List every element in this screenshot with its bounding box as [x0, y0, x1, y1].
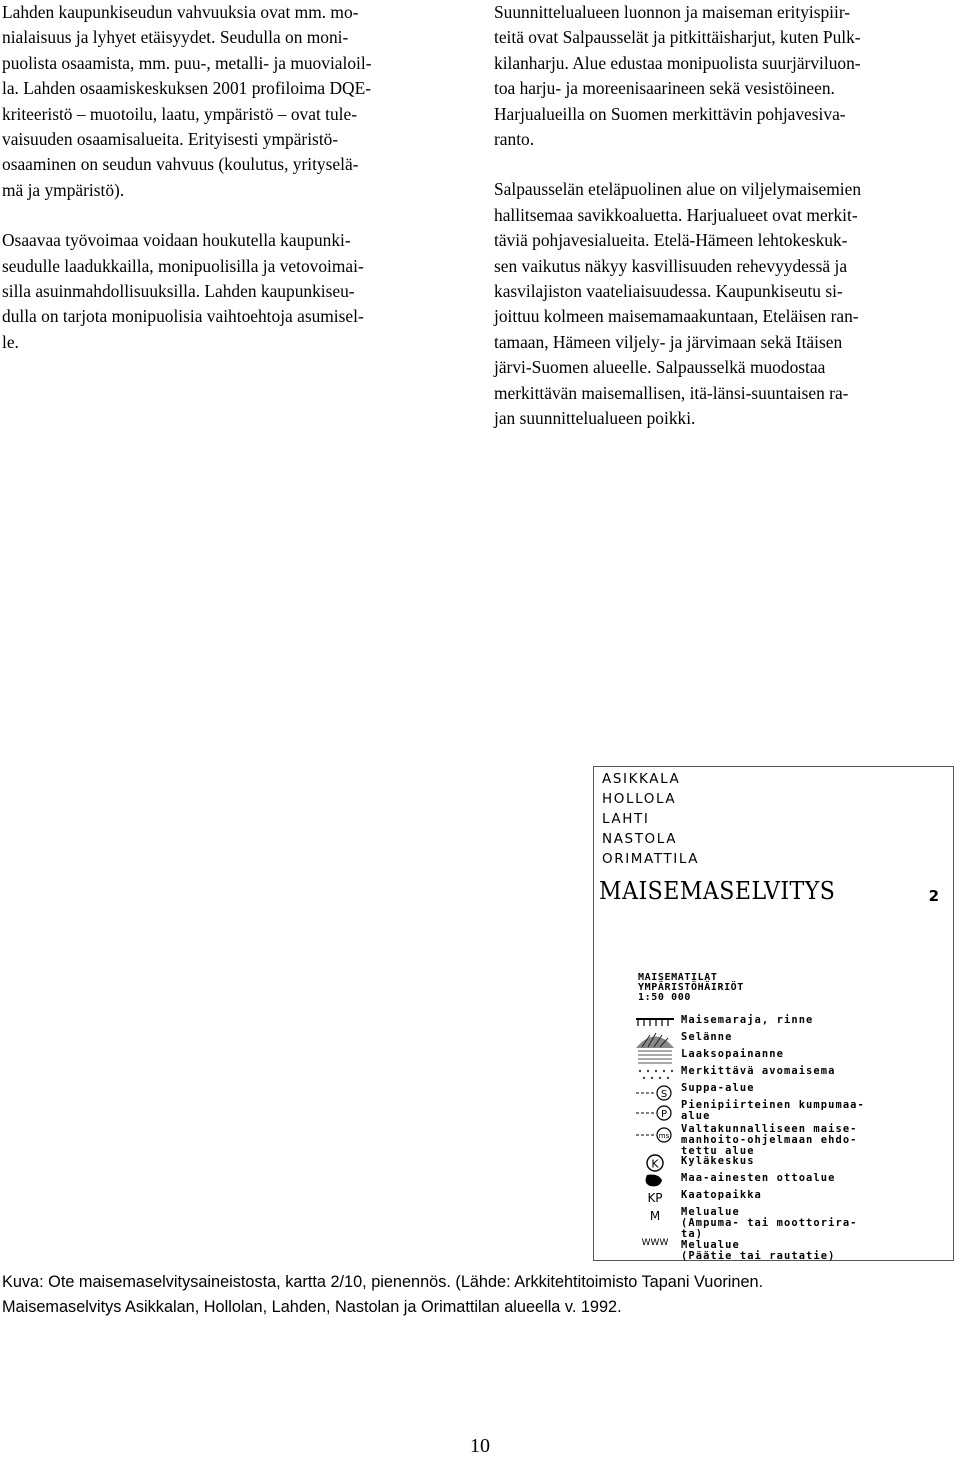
text-line: kriteeristö – muotoilu, laatu, ympäristö – ovat tule- [2, 103, 357, 124]
noise-road-icon [634, 1231, 676, 1251]
municipality-label: LAHTI [602, 811, 650, 827]
text-line: puolista osaamista, mm. puu-, metalli- ja muovialoil- [2, 52, 372, 73]
valley-hatch-icon [634, 1047, 676, 1067]
legend-label: Suppa-alue [681, 1082, 755, 1094]
text-line: järvi-Suomen alueelle. Salpausselkä muodostaa [494, 357, 826, 378]
map-number: 2 [928, 887, 939, 905]
svg-text:KP: KP [647, 1191, 663, 1205]
svg-text:P: P [660, 1109, 668, 1120]
left-text-column [2, 0, 472, 355]
hummocky-p-icon [634, 1103, 676, 1123]
legend-label: Kaatopaikka [681, 1189, 762, 1201]
svg-text:WWW: WWW [641, 1238, 669, 1248]
text-line: tamaan, Hämeen viljely- ja järvimaan sekä Itäisen [494, 331, 843, 352]
legend-label: Selänne [681, 1031, 733, 1043]
text-line: sen vaikutus näkyy kasvillisuuden rehevyydessä ja [494, 255, 848, 276]
municipality-label: ASIKKALA [602, 771, 681, 787]
text-line: Harjualueilla on Suomen merkittävin pohjavesiva- [494, 103, 846, 124]
left-paragraph-1 [2, 0, 472, 203]
legend-label: Laaksopainanne [681, 1048, 784, 1060]
text-line: jan suunnittelualueen poikki. [494, 408, 696, 429]
right-text-column [494, 0, 960, 432]
page-number: 10 [470, 1435, 490, 1457]
svg-text:K: K [651, 1157, 659, 1171]
text-line: toa harju- ja moreenisaarineen sekä vesistöineen. [494, 78, 835, 99]
text-line: dulla on tarjota monipuolisia vaihtoehtoja asumisel- [2, 306, 364, 327]
legend-label: Maa-ainesten ottoalue [681, 1172, 836, 1184]
svg-text:S: S [660, 1089, 668, 1100]
kettle-s-icon [634, 1083, 676, 1103]
svg-text:ms: ms [658, 1132, 670, 1140]
text-line: täviä pohjavesialueita. Etelä-Hämeen lehtokeskuk- [494, 230, 848, 251]
municipality-label: ORIMATTILA [602, 851, 700, 867]
text-line: seudulle laadukkailla, monipuolisilla ja vetovoimai- [2, 255, 364, 276]
left-paragraph-2 [2, 228, 472, 355]
legend-label: Merkittävä avomaisema [681, 1065, 836, 1077]
text-line: teitä ovat Salpausselät ja pitkittäisharjut, kuten Pulk- [494, 27, 861, 48]
legend-header: 1:50 000 [638, 992, 691, 1003]
text-line: kilanharju. Alue edustaa monipuolista suurjärviluon- [494, 52, 861, 73]
national-landscape-ms-icon [634, 1125, 676, 1145]
text-line: vaisuuden osaamisalueita. Erityisesti ympäristö- [2, 129, 339, 150]
text-line: la. Lahden osaamiskeskuksen 2001 profiloima DQE- [2, 78, 371, 99]
legend-label: Kyläkeskus [681, 1155, 755, 1167]
caption-line: Kuva: Ote maisemaselvitysaineistosta, kartta 2/10, pienennös. (Lähde: Arkkitehtitoimisto Tapani Vuorinen. [2, 1273, 764, 1291]
text-line: mä ja ympäristö). [2, 179, 125, 200]
text-line: joittuu kolmeen maisemamaakuntaan, Eteläisen ran- [494, 306, 859, 327]
village-centre-k-icon [634, 1153, 676, 1173]
text-line: ranto. [494, 129, 535, 150]
text-line: merkittävän maisemallisen, itä-länsi-suuntaisen ra- [494, 382, 849, 403]
text-line: le. [2, 331, 19, 352]
municipality-label: HOLLOLA [602, 791, 677, 807]
text-line: Lahden kaupunkiseudun vahvuuksia ovat mm. mo- [2, 2, 359, 22]
text-line: hallitsemaa savikkoaluetta. Harjualueet ovat merkit- [494, 204, 858, 225]
text-line: Salpausselän eteläpuolinen alue on viljelymaisemien [494, 179, 862, 200]
svg-text:M: M [649, 1209, 661, 1223]
ridge-hatch-icon [634, 1029, 676, 1049]
text-line: Suunnittelualueen luonnon ja maiseman erityispiir- [494, 2, 851, 22]
figure-title: MAISEMASELVITYS [599, 877, 836, 905]
text-line: silla asuinmahdollisuuksilla. Lahden kaupunkiseu- [2, 281, 355, 302]
legend-header: YMPÄRISTÖHÄIRIÖT [638, 982, 744, 993]
figure-caption [2, 1270, 952, 1320]
text-line: nialaisuus ja lyhyet etäisyydet. Seudulla on moni- [2, 27, 349, 48]
legend-label: Valtakunnalliseen maise- manhoito-ohjelmaan ehdo- tettu alue [681, 1123, 858, 1157]
legend-header: MAISEMATILAT [638, 972, 718, 983]
noise-m-icon [634, 1205, 676, 1225]
right-paragraph-2 [494, 177, 960, 431]
text-line: Osaavaa työvoimaa voidaan houkutella kaupunki- [2, 230, 351, 251]
text-line: osaaminen on seudun vahvuus (koulutus, yrityselä- [2, 154, 359, 175]
landfill-kp-icon [634, 1187, 676, 1207]
caption-line: Maisemaselvitys Asikkalan, Hollolan, Lahden, Nastolan ja Orimattilan alueella v. 1992. [2, 1298, 622, 1316]
legend-label: Pienipiirteinen kumpumaa- alue [681, 1099, 865, 1122]
legend-label: Melualue (Ampuma- tai moottorira- ta) [681, 1206, 858, 1240]
map-legend-figure [593, 766, 954, 1261]
legend-label: Maisemaraja, rinne [681, 1014, 814, 1026]
text-line: kasvilajiston vaateliaisuudessa. Kaupunkiseutu si- [494, 281, 843, 302]
municipality-label: NASTOLA [602, 831, 678, 847]
open-landscape-icon [634, 1065, 676, 1085]
legend-label: Melualue (Päätie tai rautatie) [681, 1239, 836, 1262]
right-paragraph-1 [494, 0, 960, 152]
boundary-slope-icon [634, 1011, 676, 1031]
